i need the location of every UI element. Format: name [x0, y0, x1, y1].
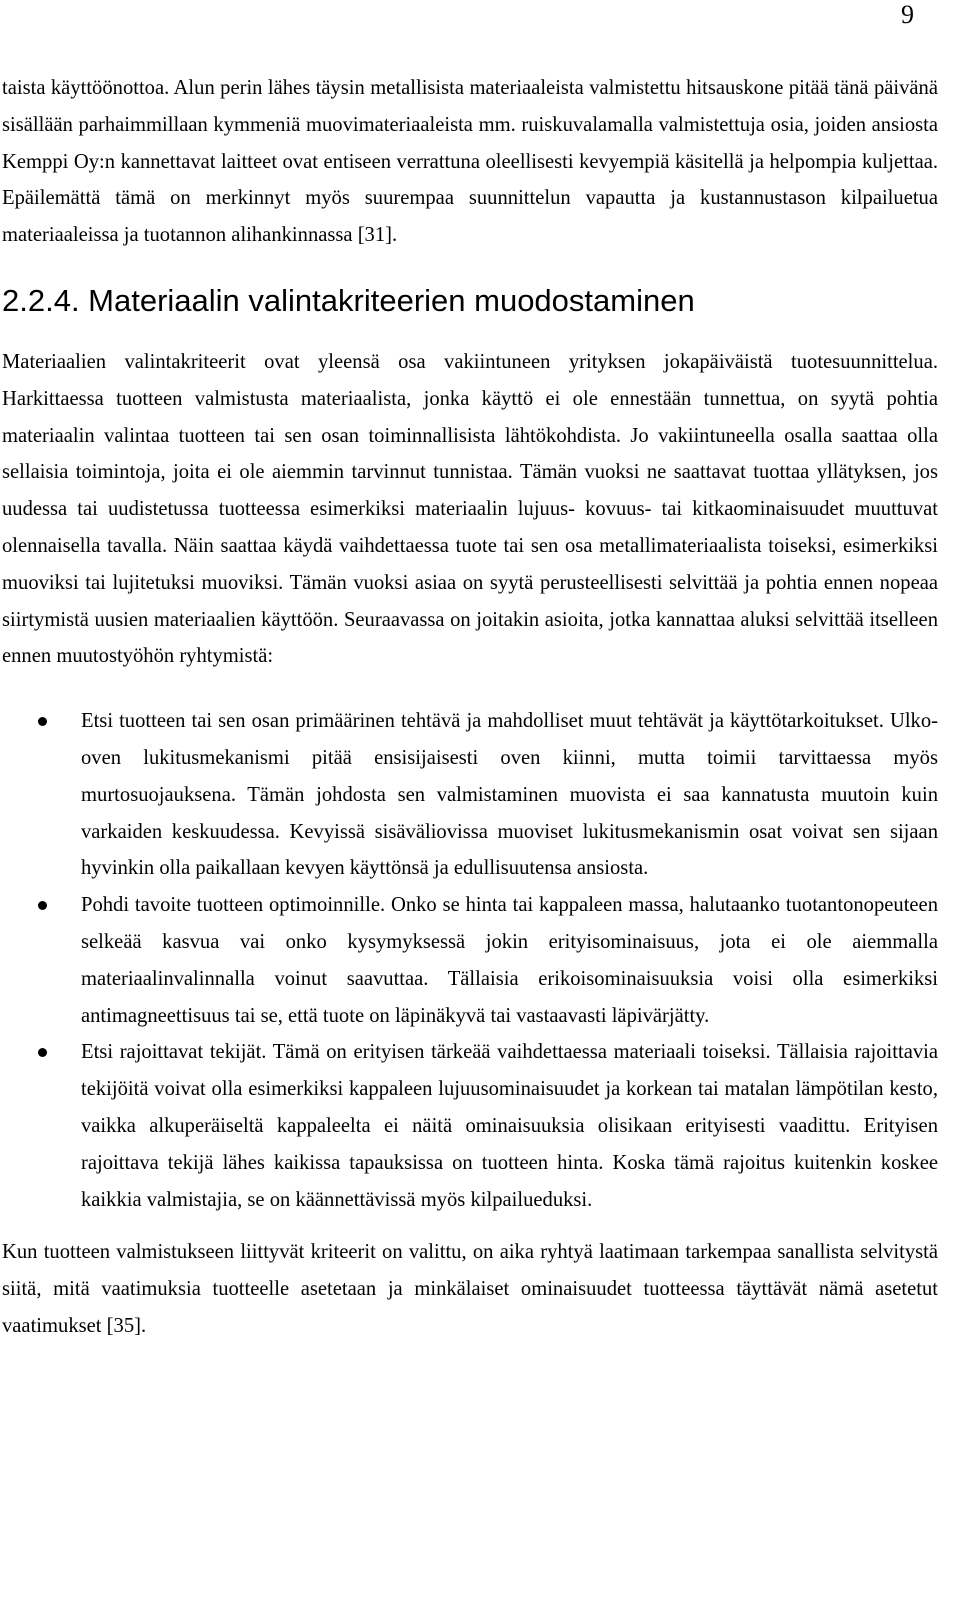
bullet-item [2, 887, 938, 1034]
bullet-item [2, 703, 938, 887]
section-heading: 2.2.4. Materiaalin valintakriteerien muodostaminen [2, 282, 695, 318]
intro-paragraph: taista käyttöönottoa. Alun perin lähes täysin metallisista materiaaleista valmistettu hitsauskone pitää tänä päivänä sisällään parhaimmillaan kymmeniä muovimateriaaleista mm. ruiskuvalamalla valmistettuja osia, joiden ansiosta Kemppi Oy:n kannettavat laitteet ovat entiseen verrattuna oleellisesti kevyempiä käsitellä ja helpompia kuljettaa. Epäilemättä tämä on merkinnyt myös suurempaa suunnittelun vapautta ja kustannustason kilpailuetua materiaaleissa ja tuotannon alihankinnassa [31]. [2, 77, 938, 247]
section-paragraph: Materiaalien valintakriteerit ovat yleensä osa vakiintuneen yrityksen jokapäiväistä tuotesuunnittelua. Harkittaessa tuotteen valmistusta materiaalista, jonka käyttö ei ole ennestään tunnettua, on syytä pohtia materiaalin valintaa tuotteen tai sen osan toiminnallisista lähtökohdista. Jo vakiintuneella osalla saattaa olla sellaisia toimintoja, joita ei ole aiemmin tarvinnut tunnistaa. Tämän vuoksi ne saattavat tuottaa yllätyksen, jos uudessa tai uudistetussa tuotteessa esimerkiksi materiaalin lujuus- kovuus- tai kitkaominaisuudet muuttuvat olennaisella tavalla. Näin saattaa käydä vaihdettaessa tuote tai sen osa metallimateriaalista toiseksi, esimerkiksi muoviksi tai lujitetuksi muoviksi. Tämän vuoksi asiaa on syytä perusteellisesti selvittää ja pohtia ennen nopeaa siirtymistä uusien materiaalien käyttöön. Seuraavassa on joitakin asioita, jotka kannattaa aluksi selvittää itselleen ennen muutostyöhön ryhtymistä: [2, 350, 938, 668]
bullet-icon [38, 1048, 47, 1057]
bullet-text: Etsi tuotteen tai sen osan primäärinen tehtävä ja mahdolliset muut tehtävät ja käyttötarkoitukset. Ulko-oven lukitusmekanismi pitää ensisijaisesti oven kiinni, mutta toimii tarvittaessa myös murtosuojauksena. Tämän johdosta sen valmistaminen muovista ei saa kannatusta muutoin kuin varkaiden keskuudessa. Kevyissä sisäväliovissa muoviset lukitusmekanismin osat voivat sen sijaan hyvinkin olla paikallaan kevyen käyttönsä ja edullisuutensa ansiosta. [81, 710, 938, 880]
bullet-list [2, 703, 938, 1218]
bullet-text: Pohdi tavoite tuotteen optimoinnille. Onko se hinta tai kappaleen massa, halutaanko tuotantonopeuteen selkeää kasvua vai onko kysymyksessä jokin erityisominaisuus, jota ei ole aiemmalla materiaalinvalinnalla voinut saavuttaa. Tällaisia erikoisominaisuuksia voisi olla esimerkiksi antimagneettisuus tai se, että tuote on läpinäkyvä tai vastaavasti läpivärjätty. [81, 894, 938, 1027]
bullet-item [2, 1034, 938, 1218]
closing-paragraph: Kun tuotteen valmistukseen liittyvät kriteerit on valittu, on aika ryhtyä laatimaan tarkempaa sanallista selvitystä siitä, mitä vaatimuksia tuotteelle asetetaan ja minkälaiset ominaisuudet tuotteessa täyttävät nämä asetetut vaatimukset [35]. [2, 1241, 938, 1337]
bullet-icon [38, 901, 47, 910]
bullet-text: Etsi rajoittavat tekijät. Tämä on erityisen tärkeää vaihdettaessa materiaali toiseksi. Tällaisia rajoittavia tekijöitä voivat olla esimerkiksi kappaleen lujuusominaisuudet ja korkean tai matalan lämpötilan kesto, vaikka alkuperäiseltä kappaleelta ei näitä ominaisuuksia olisikaan erityisesti vaadittu. Erityisen rajoittava tekijä lähes kaikissa tapauksissa on tuotteen hinta. Koska tämä rajoitus kuitenkin koskee kaikkia valmistajia, se on käännettävissä myös kilpailueduksi. [81, 1041, 938, 1211]
bullet-icon [38, 717, 47, 726]
page-number: 9 [901, 0, 914, 29]
page-content [2, 70, 938, 1345]
